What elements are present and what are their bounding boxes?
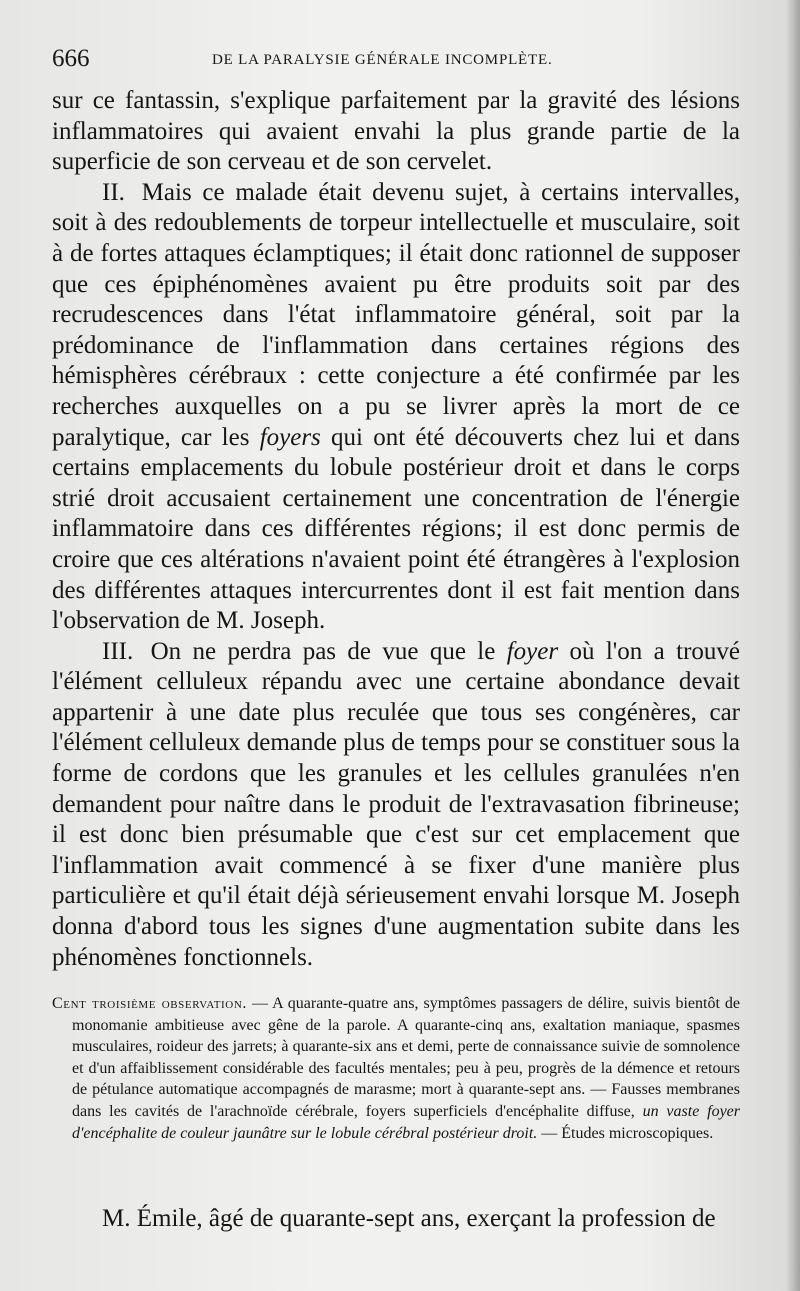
paragraph-case-start: M. Émile, âgé de quarante-sept ans, exerçant la profession de (102, 1205, 716, 1232)
page-number: 666 (52, 45, 90, 72)
section-2-text-b: qui ont été découverts chez lui et dans certains emplacements du lobule postérieur droit et dans le corps strié droit accusaient certainement une concentration de l'énergie inflammatoire dans ces différentes régions; il est donc permis de croire que ces altérations n'avaient point été étrangères à l'explosion des différentes attaques intercurrentes dont il est fait mention dans l'observation de M. Joseph. (52, 423, 740, 635)
paragraph-continuation: sur ce fantassin, s'explique parfaitement par la gravité des lésions inflammatoires qui avaient envahi la plus grande partie de la superficie de son cerveau et de son cervelet. (52, 87, 740, 176)
observation-title: Cent troisième observation. (52, 995, 247, 1012)
section-number-3: III. (102, 637, 134, 665)
section-2-italic: foyers (259, 423, 321, 451)
section-3-text-a: On ne perdra pas de vue que le (150, 637, 496, 665)
section-2-text-a: Mais ce malade était devenu sujet, à certains intervalles, soit à des redoublements de torpeur intellectuelle et musculaire, soit à de fortes attaques éclamptiques; il était donc rationnel de supposer que ces épiphénomènes avaient pu être produits soit par des recrudescences dans l'état inflammatoire général, soit par la prédominance de l'inflammation dans certaines régions des hémisphères cérébraux : cette conjecture a été confirmée par les recherches auxquelles on a pu se livrer après la mort de ce paralytique, car les (52, 178, 740, 451)
observation-italic: un vaste foyer d'encéphalite de couleur jaunâtre sur le lobule cérébral postérieur droit. (72, 1102, 741, 1142)
body-text (52, 86, 740, 973)
running-head: DE LA PARALYSIE GÉNÉRALE INCOMPLÈTE. (212, 52, 553, 68)
observation-text: — A quarante-quatre ans, symptômes passagers de délire, suivis bientôt de monomanie ambitieuse avec gêne de la parole. A quarante-cinq ans, exaltation maniaque, spasmes musculaires, roideur des jarrets; à quarante-six ans et demi, perte de connaissance suivie de somnolence et d'un affaiblissement considérable des facultés mentales; peu à peu, progrès de la démence et retours de pétulance automatique accompagnés de marasme; mort à quarante-sept ans. — Fausses membranes dans les cavités de l'arachnoïde cérébrale, foyers superficiels d'encéphalite diffuse, (72, 995, 741, 1120)
paragraph-section-3 (52, 637, 740, 974)
section-number-2: II. (102, 178, 125, 206)
section-3-italic: foyer (506, 637, 559, 665)
page-header (52, 44, 732, 74)
observation-summary (52, 993, 740, 1144)
observation-end: — Études microscopiques. (541, 1124, 714, 1142)
section-3-text-b: où l'on a trouvé l'élément celluleux répandu avec une certaine abondance devait appartenir à une date plus reculée que tous ses congénères, car l'élément celluleux demande plus de temps pour se constituer sous la forme de cordons que les granules et les cellules granulées n'en demandent pour naître dans le produit de l'extravasation fibrineuse; il est donc bien présumable que c'est sur cet emplacement que l'inflammation avait commencé à se fixer d'une manière plus particulière et qu'il était déjà sérieusement envahi lorsque M. Joseph donna d'abord tous les signes d'une augmentation subite dans les phénomènes fonctionnels. (52, 637, 741, 971)
paragraph-section-2 (52, 178, 740, 637)
